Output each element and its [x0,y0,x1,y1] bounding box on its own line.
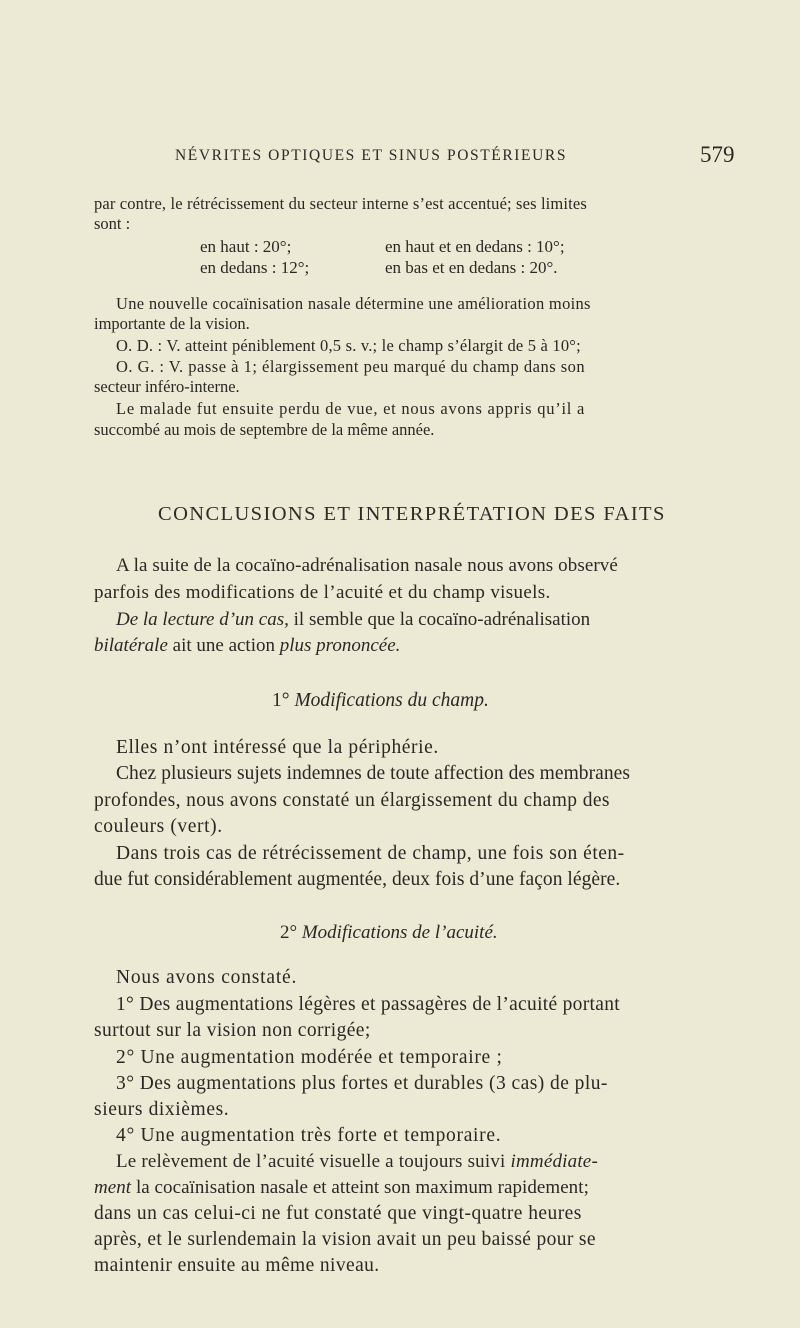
acuite-line-3: surtout sur la vision non corrigée; [94,1020,371,1041]
subheading-champ-title: Modifications du champ. [294,690,489,711]
limit-top-inner: en haut et en dedans : 10°; [385,237,565,256]
conclusion-line-3-italic: De la lecture d’un cas, [116,609,289,630]
subheading-champ [272,690,489,712]
champ-line-6: due fut considérablement augmentée, deux fois d’une façon légère. [94,869,621,890]
page-number: 579 [700,142,735,167]
conclusion-line-4-italic-b: plus prononcée. [279,635,401,656]
cocaine-line-5: secteur inféro-interne. [94,377,240,396]
conclusion-line-2: parfois des modifications de l’acuité et du champ visuels. [94,582,551,603]
subheading-acuite-number: 2° [280,922,298,943]
champ-line-4: couleurs (vert). [94,816,223,837]
cocaine-line-1: Une nouvelle cocaïnisation nasale détermine une amélioration moins [116,294,591,313]
acuite-line-8-text: Le relèvement de l’acuité visuelle a toujours suivi [116,1151,511,1172]
champ-line-2: Chez plusieurs sujets indemnes de toute affection des membranes [116,763,630,784]
acuite-line-11: après, et le surlendemain la vision avait un peu baissé pour se [94,1229,596,1250]
acuite-line-8-italic: immédiate- [510,1151,598,1172]
acuite-line-8 [116,1150,598,1174]
limit-bottom-inner: en bas et en dedans : 20°. [385,258,558,277]
section-heading: CONCLUSIONS ET INTERPRÉTATION DES FAITS [158,503,666,525]
acuite-line-9-text: la cocaïnisation nasale et atteint son maximum rapidement; [131,1177,589,1198]
conclusion-line-1: A la suite de la cocaïno-adrénalisation nasale nous avons observé [116,555,618,576]
acuite-line-12: maintenir ensuite au même niveau. [94,1255,380,1276]
acuite-line-5: 3° Des augmentations plus fortes et durables (3 cas) de plu- [116,1073,608,1094]
champ-line-3: profondes, nous avons constaté un élargissement du champ des [94,790,610,811]
acuite-line-9-italic: ment [94,1177,132,1198]
acuite-line-9 [94,1176,589,1200]
limit-inner: en dedans : 12°; [200,258,310,277]
champ-line-1: Elles n’ont intéressé que la périphérie. [116,737,439,758]
cocaine-line-2: importante de la vision. [94,314,250,333]
subheading-champ-number: 1° [272,690,290,711]
conclusion-line-3 [116,608,590,632]
cocaine-line-4: O. G. : V. passe à 1; élargissement peu marqué du champ dans son [116,357,586,376]
intro-line-2: sont : [94,214,131,233]
acuite-line-4: 2° Une augmentation modérée et temporaire ; [116,1047,503,1068]
acuite-line-10: dans un cas celui-ci ne fut constaté que vingt-quatre heures [94,1203,582,1224]
cocaine-line-7: succombé au mois de septembre de la même année. [94,420,435,439]
acuite-line-7: 4° Une augmentation très forte et temporaire. [116,1125,502,1146]
conclusion-line-3-text: il semble que la cocaïno-adrénalisation [288,609,591,630]
conclusion-line-4-italic-a: bilatérale [94,635,168,656]
conclusion-line-4-text: ait une action [167,635,280,656]
running-title: NÉVRITES OPTIQUES ET SINUS POSTÉRIEURS [175,147,568,164]
limit-top: en haut : 20°; [200,237,292,256]
acuite-line-1: Nous avons constaté. [116,967,298,988]
subheading-acuite [280,922,498,944]
acuite-line-2: 1° Des augmentations légères et passagères de l’acuité portant [116,994,620,1015]
conclusion-line-4 [94,634,400,658]
subheading-acuite-title: Modifications de l’acuité. [301,922,498,943]
champ-line-5: Dans trois cas de rétrécissement de champ, une fois son éten- [116,843,625,864]
intro-line-1: par contre, le rétrécissement du secteur interne s’est accentué; ses limites [94,194,587,213]
acuite-line-6: sieurs dixièmes. [94,1099,230,1120]
cocaine-line-3: O. D. : V. atteint péniblement 0,5 s. v.; le champ s’élargit de 5 à 10°; [116,336,581,355]
cocaine-line-6: Le malade fut ensuite perdu de vue, et nous avons appris qu’il a [116,399,586,418]
